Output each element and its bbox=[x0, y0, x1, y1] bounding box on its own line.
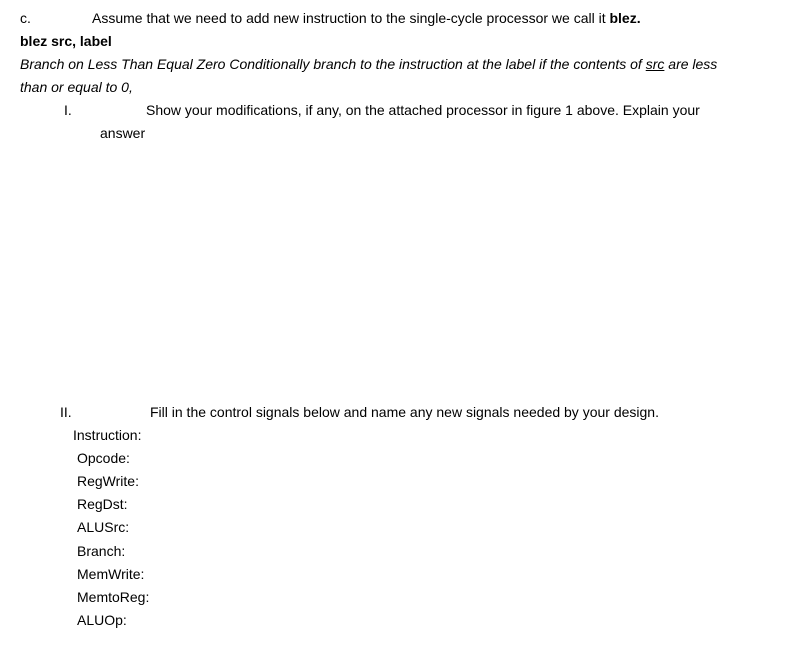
part-c-intro-text: Assume that we need to add new instruction to the single-cycle processor we call it bbox=[92, 10, 610, 26]
alusrc-field-label: ALUSrc: bbox=[77, 519, 130, 535]
item-1-text: Show your modifications, if any, on the attached processor in figure 1 above. Explain your bbox=[146, 102, 700, 118]
description-line-1 bbox=[20, 56, 717, 73]
description-line-1-pre: Branch on Less Than Equal Zero Conditionally branch to the instruction at the label if the contents of bbox=[20, 56, 646, 72]
instruction-field-label: Instruction: bbox=[73, 427, 142, 443]
item-2-marker: II. bbox=[60, 404, 72, 420]
description-src-operand: src bbox=[645, 56, 665, 72]
opcode-field-label: Opcode: bbox=[77, 450, 130, 466]
part-c-marker: c. bbox=[20, 10, 31, 26]
memtoreg-field-label: MemtoReg: bbox=[77, 589, 150, 605]
aluop-field-label: ALUOp: bbox=[77, 612, 127, 628]
description-line-1-post: are less bbox=[664, 56, 718, 72]
item-1-continuation: answer bbox=[100, 125, 146, 141]
regwrite-field-label: RegWrite: bbox=[77, 473, 139, 489]
part-c-instruction-name: blez. bbox=[609, 10, 641, 26]
item-1-marker: I. bbox=[64, 102, 72, 118]
part-c-intro bbox=[92, 10, 641, 27]
memwrite-field-label: MemWrite: bbox=[77, 566, 145, 582]
regdst-field-label: RegDst: bbox=[77, 496, 128, 512]
branch-field-label: Branch: bbox=[77, 543, 126, 559]
item-2-text: Fill in the control signals below and name any new signals needed by your design. bbox=[150, 404, 659, 420]
description-line-2: than or equal to 0, bbox=[20, 79, 133, 95]
instruction-syntax: blez src, label bbox=[20, 33, 112, 49]
